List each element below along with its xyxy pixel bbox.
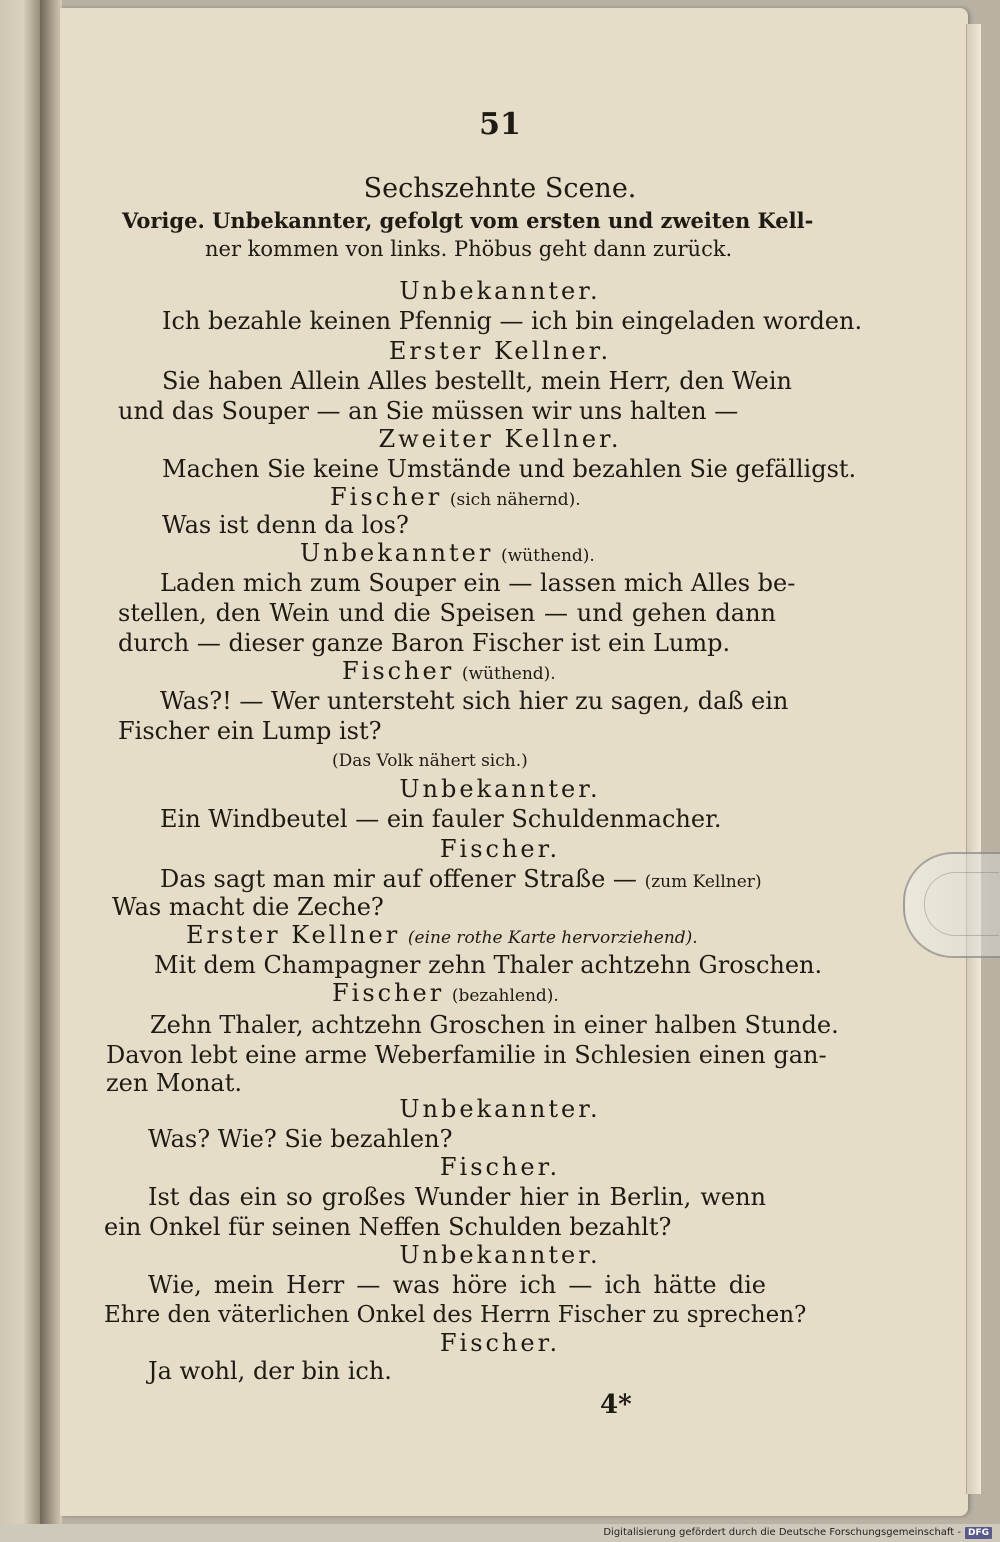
dialogue-line: Was? Wie? Sie bezahlen? <box>148 1125 453 1153</box>
dialogue-line: und das Souper — an Sie müssen wir uns halten — <box>118 397 739 425</box>
speaker-line <box>332 978 559 1011</box>
stage-direction: (Das Volk nähert sich.) <box>332 751 528 771</box>
speaker-name: Fischer. <box>439 1153 561 1181</box>
scene-direction-line: Vorige. Unbekannter, gefolgt vom ersten und zweiten Kell- <box>122 208 814 233</box>
speaker-name: Unbekannter. <box>399 1095 601 1123</box>
speaker-name: Unbekannter <box>300 539 494 567</box>
dfg-logo: DFG <box>965 1527 992 1539</box>
speaker-line <box>342 656 556 689</box>
dialogue-line: Ja wohl, der bin ich. <box>148 1357 392 1385</box>
speaker-line <box>186 920 698 953</box>
speaker-name: Fischer <box>342 657 455 685</box>
speaker-note: (sich nähernd). <box>449 490 581 510</box>
dialogue-line: Mit dem Champagner zehn Thaler achtzehn Groschen. <box>154 951 823 979</box>
speaker-name: Erster Kellner <box>186 921 401 949</box>
dialogue-line: Laden mich zum Souper ein — lassen mich Alles be- <box>160 569 796 597</box>
dialogue-line: Was?! — Wer untersteht sich hier zu sagen, daß ein <box>160 687 789 715</box>
dialogue-line: Wie, mein Herr — was höre ich — ich hätte die <box>148 1271 766 1299</box>
scene-direction-line: ner kommen von links. Phöbus geht dann zurück. <box>205 237 733 261</box>
speaker-name: Fischer <box>332 979 445 1007</box>
speaker-note: (wüthend). <box>461 664 556 684</box>
page-number: 51 <box>479 107 521 142</box>
dialogue-line: Was macht die Zeche? <box>112 893 384 921</box>
dialogue-line: Fischer ein Lump ist? <box>118 717 382 745</box>
speaker-line <box>300 538 595 571</box>
dialogue-line: Machen Sie keine Umstände und bezahlen Sie gefälligst. <box>162 455 857 483</box>
speaker-note: (eine rothe Karte hervorziehend). <box>407 928 698 948</box>
speaker-name: Zweiter Kellner. <box>378 425 622 453</box>
speaker-note: (wüthend). <box>500 546 595 566</box>
speaker-name: Unbekannter. <box>399 277 601 305</box>
speaker-name: Fischer <box>330 483 443 511</box>
dialogue-line: Ein Windbeutel — ein fauler Schuldenmacher. <box>160 805 722 833</box>
speaker-name: Unbekannter. <box>399 1241 601 1269</box>
dialogue-line: Was ist denn da los? <box>162 511 409 539</box>
speaker-note: (bezahlend). <box>451 986 559 1006</box>
digitization-footer <box>603 1526 992 1540</box>
dialogue-line: Ehre den väterlichen Onkel des Herrn Fischer zu sprechen? <box>104 1302 807 1328</box>
dialogue-line: Ist das ein so großes Wunder hier in Berlin, wenn <box>148 1183 766 1211</box>
speaker-name: Unbekannter. <box>399 775 601 803</box>
speaker-name: Erster Kellner. <box>388 337 612 365</box>
footer-credit-text: Digitalisierung gefördert durch die Deutsche Forschungsgemeinschaft - <box>603 1527 961 1538</box>
scene-title: Sechszehnte Scene. <box>363 173 637 204</box>
dialogue-line: stellen, den Wein und die Speisen — und gehen dann <box>118 599 776 627</box>
signature-mark: 4* <box>600 1390 632 1420</box>
dialogue-line: Zehn Thaler, achtzehn Groschen in einer halben Stunde. <box>150 1011 839 1039</box>
dialogue-line: Davon lebt eine arme Weberfamilie in Schlesien einen gan- <box>106 1041 827 1069</box>
dialogue-line: durch — dieser ganze Baron Fischer ist ein Lump. <box>118 629 731 657</box>
speaker-name: Fischer. <box>439 835 561 863</box>
dialogue-line: ein Onkel für seinen Neffen Schulden bezahlt? <box>104 1213 672 1241</box>
dialogue-line: Sie haben Allein Alles bestellt, mein Herr, den Wein <box>162 367 792 395</box>
stage-note: (zum Kellner) <box>644 872 762 892</box>
speaker-name: Fischer. <box>439 1329 561 1357</box>
dialogue-text: Das sagt man mir auf offener Straße — <box>160 865 637 893</box>
dialogue-line: zen Monat. <box>106 1069 242 1097</box>
dialogue-line: Ich bezahle keinen Pfennig — ich bin eingeladen worden. <box>162 307 863 335</box>
